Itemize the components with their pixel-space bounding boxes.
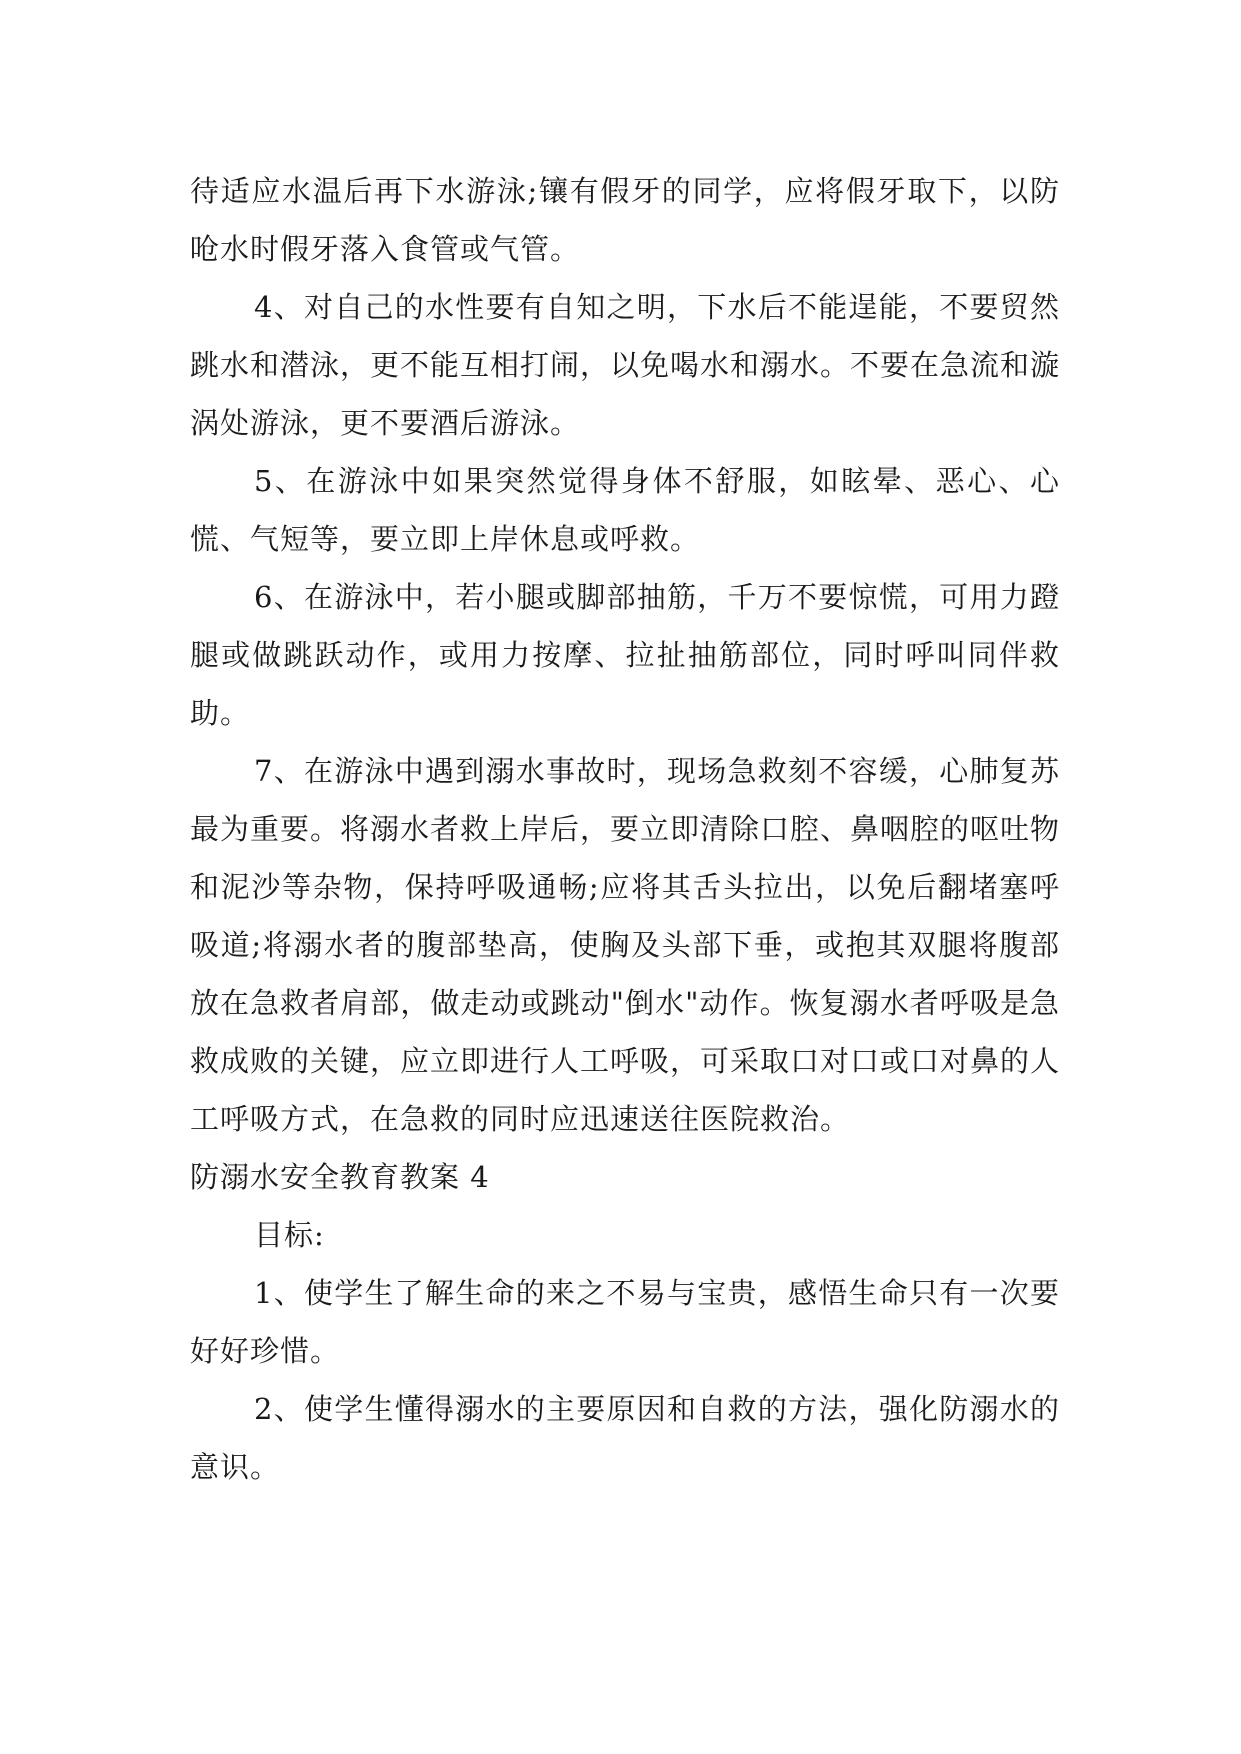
goal-item-1: 1、使学生了解生命的来之不易与宝贵，感悟生命只有一次要好好珍惜。 xyxy=(190,1276,1060,1368)
paragraph-item-6: 6、在游泳中，若小腿或脚部抽筋，千万不要惊慌，可用力蹬腿或做跳跃动作，或用力按摩、拉扯抽筋部位，同时呼叫同伴救助。 xyxy=(190,580,1060,730)
paragraph-item-4: 4、对自己的水性要有自知之明，下水后不能逞能，不要贸然跳水和潜泳，更不能互相打闹，以免喝水和溺水。不要在急流和漩涡处游泳，更不要酒后游泳。 xyxy=(190,290,1061,440)
document-body xyxy=(190,162,1060,1496)
goal-item-2: 2、使学生懂得溺水的主要原因和自救的方法，强化防溺水的意识。 xyxy=(190,1392,1060,1484)
paragraph-continued: 待适应水温后再下水游泳;镶有假牙的同学，应将假牙取下，以防呛水时假牙落入食管或气管。 xyxy=(190,174,1060,266)
section-title: 防溺水安全教育教案 4 xyxy=(190,1160,490,1194)
paragraph-item-7: 7、在游泳中遇到溺水事故时，现场急救刻不容缓，心肺复苏最为重要。将溺水者救上岸后，要立即清除口腔、鼻咽腔的呕吐物和泥沙等杂物，保持呼吸通畅;应将其舌头拉出，以免后翻堵塞呼吸道;将溺水者的腹部垫高，使胸及头部下垂，或抱其双腿将腹部放在急救者肩部，做走动或跳动"倒水"动作。恢复溺水者呼吸是急救成败的关键，应立即进行人工呼吸，可采取口对口或口对鼻的人工呼吸方式，在急救的同时应迅速送往医院救治。 xyxy=(190,754,1061,1136)
goal-label: 目标: xyxy=(254,1218,325,1252)
paragraph-item-5: 5、在游泳中如果突然觉得身体不舒服，如眩晕、恶心、心慌、气短等，要立即上岸休息或呼救。 xyxy=(190,464,1060,556)
